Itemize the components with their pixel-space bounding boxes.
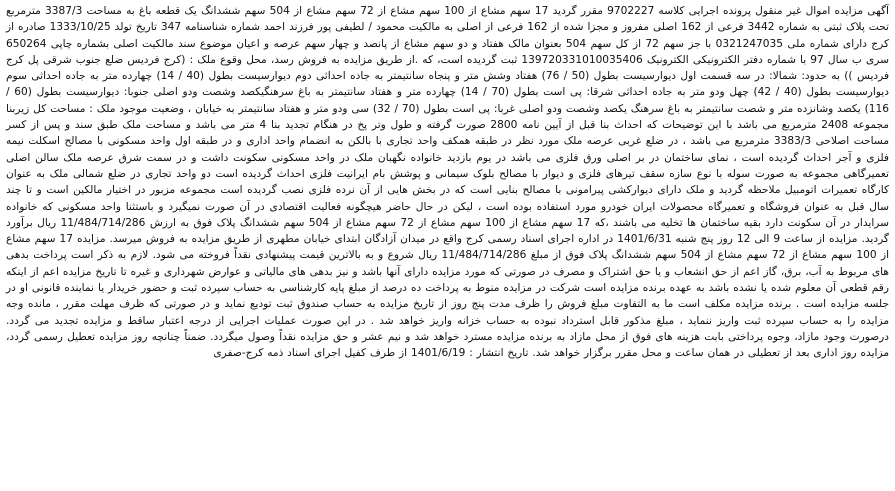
notice-body-text: آگهی مزایده اموال غیر منقول پرونده اجرایی کلاسه 9702227 مقرر گردید 17 سهم مشاع از 100 سهم مشاع از 72 سهم مشاع از 504 سهم ششدانگ یک قطعه باغ به مساحت 3387/3 مترمربع تحت پلاک ثبتی به شماره 3442 فرعی از 162 اصلی مفروز و مجزا شده از 162 فرعی از اصلی به مالکیت محمود / لطیفی پور فرزند احمد شماره شناسنامه 347 تاریخ تولد 1333/10/25 صادره از کرج دارای شماره ملی 0321247035 با جز سهم 72 از کل سهم 504 بعنوان مالک هفتاد و دو سهم مشاع از پانصد و چهار سهم عرصه و اعیان موضوع سند مالکیت اصلی بشماره چاپی 650264 سری ب سال 97 با شماره دفتر الکترونیکی الکترونیک 139720331010035406 ثبت گردیده است، که .از طریق مزایده به فروش رسد، محل وقوع ملک : (کرج فردیس ضلع جنوب شرقی پل کرج فردیس )) به حدود: شمالا: در سه قسمت اول دیوارسیست بطول (50 / 76) هفتاد وشش متر و پنجاه سانتیمتر به جاده احداثی دوم دیوارسیست بطول (40 / 14) چهارده متر به جاده احداثی سوم دیوارسیست بطول (40 / 42) چهل ودو متر به جاده احداثی شرقا: پی است بطول (70 / 14) چهارده متر و هفتاد سانتیمتر به باغ سرهنگیکصد وشصت ودو اصلی جنوبا: دیوارسیست بطول (60 / 116) یکصد وشانزده متر و شصت سانتیمتر به باغ سرهنگ یکصد وشصت ودو اصلی غربا: پی است بطول (70 / 32) سی ودو متر و هفتاد سانتیمتر به خیابان ، وضعیت موجود ملک : مساحت کل زیربنا مجموعه 2408 مترمربع می باشد با این توضیحات که احداث بنا قبل از آیین نامه 2800 صورت گرفته و طول وتر پخ در هنگام تجدید بنا 4 متر می باشد و مساحت ملک طبق سند و پس از کسر مساحت اصلاحی 3383/3 مترمربع می باشد ، در ضلع غربی عرصه ملک مورد نظر در طبقه همکف واحد تجاری با بالکن به انضمام واحد اداری و در طبقه اول واحد مسکونی با مصالح اسکلت نیمه فلزی و آجر احداث گردیده است ، نمای ساختمان در بر اصلی ورق فلزی می باشد در یوم بازدید خانواده نگهبان ملک در واحد مسکونی سکونت داشت و در سمت شرق عرصه ملک سالن اصلی تعمیرگاهی مجموعه به صورت سوله با نوع سازه سقف تیرهای فلزی و دیوار با مصالح بلوک سیمانی و پوشش بام ایرانیت فلزی احداث گردیده است دو واحد تجاری در ضلع شمالی ملک به عنوان کارگاه تعمیرات اتومبیل ملاحظه گردید و ملک دارای دیوارکشی پیرامونی با مصالح بنایی است که در بخش هایی از آن نرده فلزی نصب گردیده است مجموعه مزبور در اختیار مالکین است و تا چند سال قبل به عنوان فروشگاه و تعمیرگاه محصولات ایران خودرو مورد استفاده بوده است ، لیکن در حال حاضر هیچگونه فعالیت اقتصادی در آن صورت نمیگیرد و باستثنا واحد مسکونی که خانواده سرایدار در آن سکونت دارد بقیه ساختمان ها تخلیه می باشند ،که 17 سهم مشاع از 100 سهم مشاع از 72 سهم مشاع از 504 سهم ششدانگ پلاک فوق به ارزش 11/484/714/286 ریال برآورد گردید. مزایده از ساعت 9 الی 12 روز پنج شنبه 1401/6/31 در اداره اجرای اسناد رسمی کرج واقع در میدان آزادگان ابتدای خیابان مطهری از طریق مزایده به فروش میرسد. مزایده 17 سهم مشاع از 100 سهم مشاع از 72 سهم مشاع از 504 سهم ششدانگ پلاک فوق از مبلغ 11/484/714/286 ریال شروع و به بالاترین قیمت پیشنهادی نقداً فروخته می شود. لازم به ذکر است پرداخت بدهی های مربوط به آب، برق، گاز اعم از حق انشعاب و یا حق اشتراک و مصرف در صورتی که مورد مزایده دارای آنها باشد و نیز بدهی های مالیاتی و عوارض شهرداری و غیره تا تاریخ مزایده اعم از اینکه رقم قطعی آن معلوم شده یا نشده باشد به عهده برنده مزایده است شرکت در مزایده منوط به پرداخت ده درصد از مبلغ پایه کارشناسی به حساب سپرده ثبت و حضور خریدار یا نماینده قانونی او در جلسه مزایده است . برنده مزایده مکلف است ما به التفاوت مبلغ فروش را ظرف مدت پنج روز از تاریخ مزایده به حساب صندوق ثبت تودیع نماید و در صورتی که ظرف مهلت مقرر ، مانده وجه مزایده را به حساب سپرده ثبت واریز ننماید ، مبلغ مذکور قابل استرداد نبوده به حساب خزانه واریز خواهد شد . در این صورت عملیات اجرایی از درجه اعتبار ساقط و مزایده تجدید می گردد. درصورت وجود مازاد، وجوه پرداختی بابت هزینه های فوق از محل مازاد به برنده مزایده مسترد خواهد شد و نیم عشر و حق مزایده نقداً وصول میگردد. ضمناً چنانچه روز مزایده تعطیل رسمی گردد، مزایده روز اداری بعد از تعطیلی در همان ساعت و محل مقرر برگزار خواهد شد. تاریخ انتشار : 1401/6/19 از طرف کفیل اجرای اسناد ذمه کرج-صفری — [6, 5, 890, 360]
